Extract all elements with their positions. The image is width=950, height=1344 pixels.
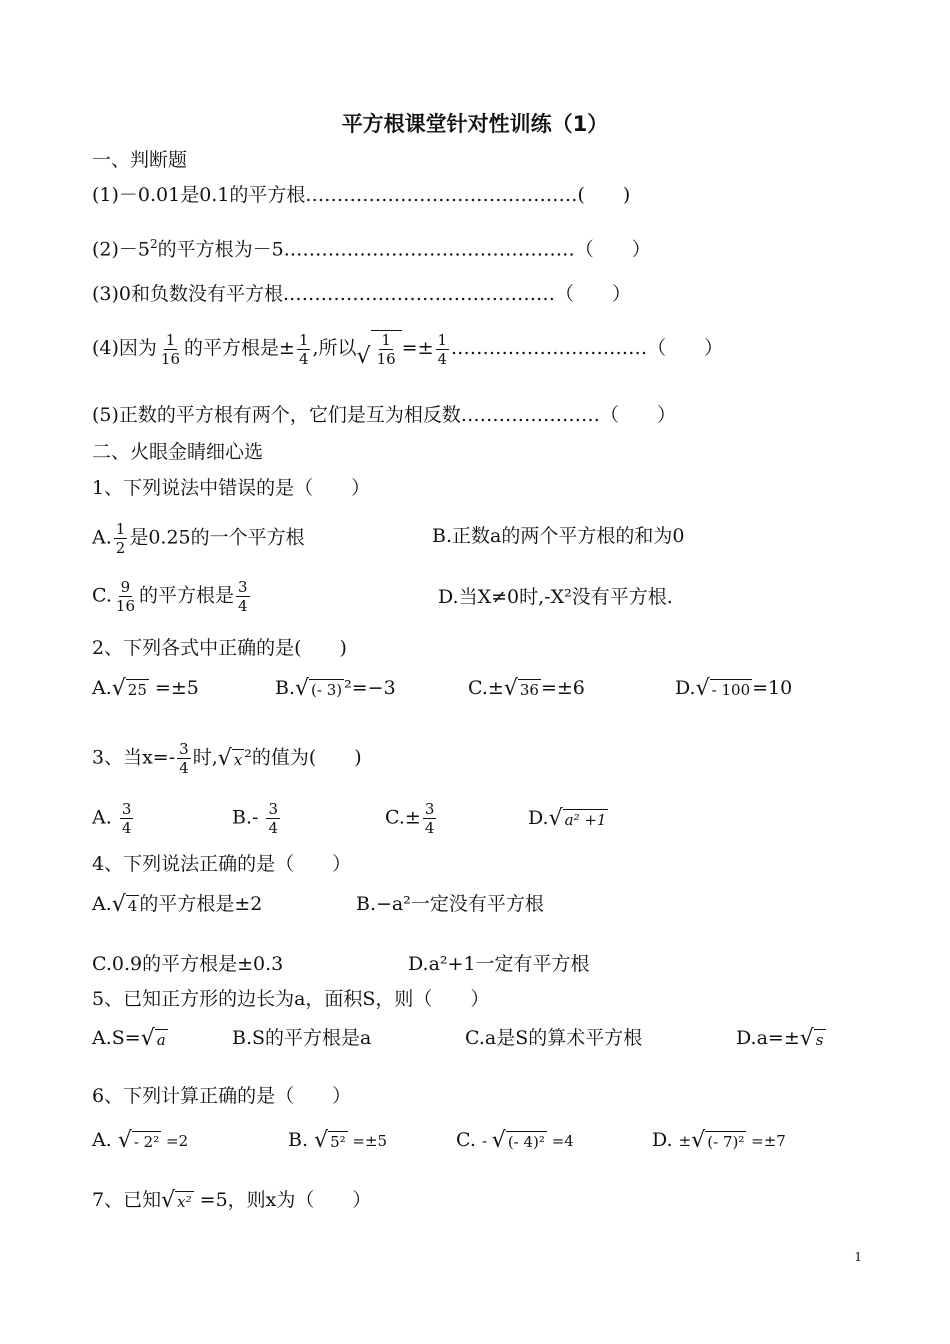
- q1-option-c: C. $\frac{9}{16}$ 的平方根是 $\frac{3}{4}$: [92, 578, 248, 615]
- q4-option-c: C.0.9的平方根是±0.3: [92, 953, 284, 975]
- question-1: 1、下列说法中错误的是（ ）: [92, 477, 371, 499]
- q3-option-d: D. √ a² +1: [528, 806, 607, 831]
- q1-option-a: A. $\frac{1}{2}$ 是0.25的一个平方根: [92, 520, 305, 557]
- q4-option-b: B.−a²一定没有平方根: [356, 893, 544, 915]
- q2-option-c: C.± √ 36 =±6: [468, 676, 585, 701]
- q6-option-c: C. - √ (- 4)² =4: [456, 1128, 574, 1153]
- q6-option-d: D. ± √ (- 7)² =±7: [652, 1128, 786, 1153]
- fraction: $\frac{1}{4}$: [298, 330, 309, 368]
- fraction: $\frac{1}{4}$: [437, 330, 448, 368]
- q2-option-d: D. √ - 100 =10: [675, 676, 793, 701]
- q5-option-b: B.S的平方根是a: [232, 1027, 372, 1049]
- question-4: 4、下列说法正确的是（ ）: [92, 853, 352, 875]
- q5-option-a: A.S= √ a: [92, 1026, 166, 1051]
- question-6: 6、下列计算正确的是（ ）: [92, 1085, 352, 1107]
- question-2: 2、下列各式中正确的是( ): [92, 637, 347, 659]
- q2-option-a: A. √ 25 =±5: [92, 676, 199, 701]
- q4-option-a: A. √ 4 的平方根是±2: [92, 892, 263, 917]
- q1-option-d: D.当X≠0时,-X²没有平方根.: [438, 586, 673, 608]
- q2-option-b: B. √ (- 3) ²=−3: [275, 676, 396, 701]
- section-1-heading: 一、判断题: [92, 149, 188, 171]
- page-number: 1: [854, 1250, 862, 1264]
- judge-1: (1)－0.01是0.1的平方根.……………………………………( ): [92, 184, 631, 206]
- question-3: 3、当x=- $\frac{3}{4}$ 时, √ x ²的值为( ): [92, 740, 362, 777]
- q1-option-b: B.正数a的两个平方根的和为0: [432, 525, 685, 547]
- judge-3: (3)0和负数没有平方根.……………………………………（ ）: [92, 283, 632, 305]
- fraction: $\frac{1}{16}$: [160, 330, 181, 368]
- q3-option-a: A. $\frac{3}{4}$: [92, 800, 132, 837]
- q6-option-a: A. √ - 2² =2: [92, 1128, 189, 1153]
- q5-option-c: C.a是S的算术平方根: [465, 1027, 643, 1049]
- page-title: 平方根课堂针对性训练（1）: [341, 112, 609, 136]
- q5-option-d: D.a=± √ s: [736, 1026, 824, 1051]
- q3-option-b: B.- $\frac{3}{4}$: [232, 800, 279, 837]
- question-7: 7、已知 √ x² =5，则x为（ ）: [92, 1188, 372, 1213]
- radical: √ $\frac{1}{16}$: [357, 330, 402, 368]
- question-5: 5、已知正方形的边长为a，面积S，则（ ）: [92, 988, 490, 1010]
- q3-option-c: C.± $\frac{3}{4}$: [385, 800, 435, 837]
- q4-option-d: D.a²+1一定有平方根: [408, 953, 590, 975]
- judge-2: $(2)-5^2$的平方根为－5.………………………………………（ ）: [92, 237, 651, 261]
- judge-4: (4)因为 $\frac{1}{16}$ 的平方根是± $\frac{1}{4}$ ,所以 √ $\frac{1}{16}$ =± $\frac{1}{4}$ .…………………………（ ）: [92, 330, 724, 369]
- section-2-heading: 二、火眼金睛细心选: [92, 441, 264, 463]
- judge-5: (5)正数的平方根有两个，它们是互为相反数.…………………（ ）: [92, 404, 676, 426]
- q6-option-b: B. √ 5² =±5: [288, 1128, 388, 1153]
